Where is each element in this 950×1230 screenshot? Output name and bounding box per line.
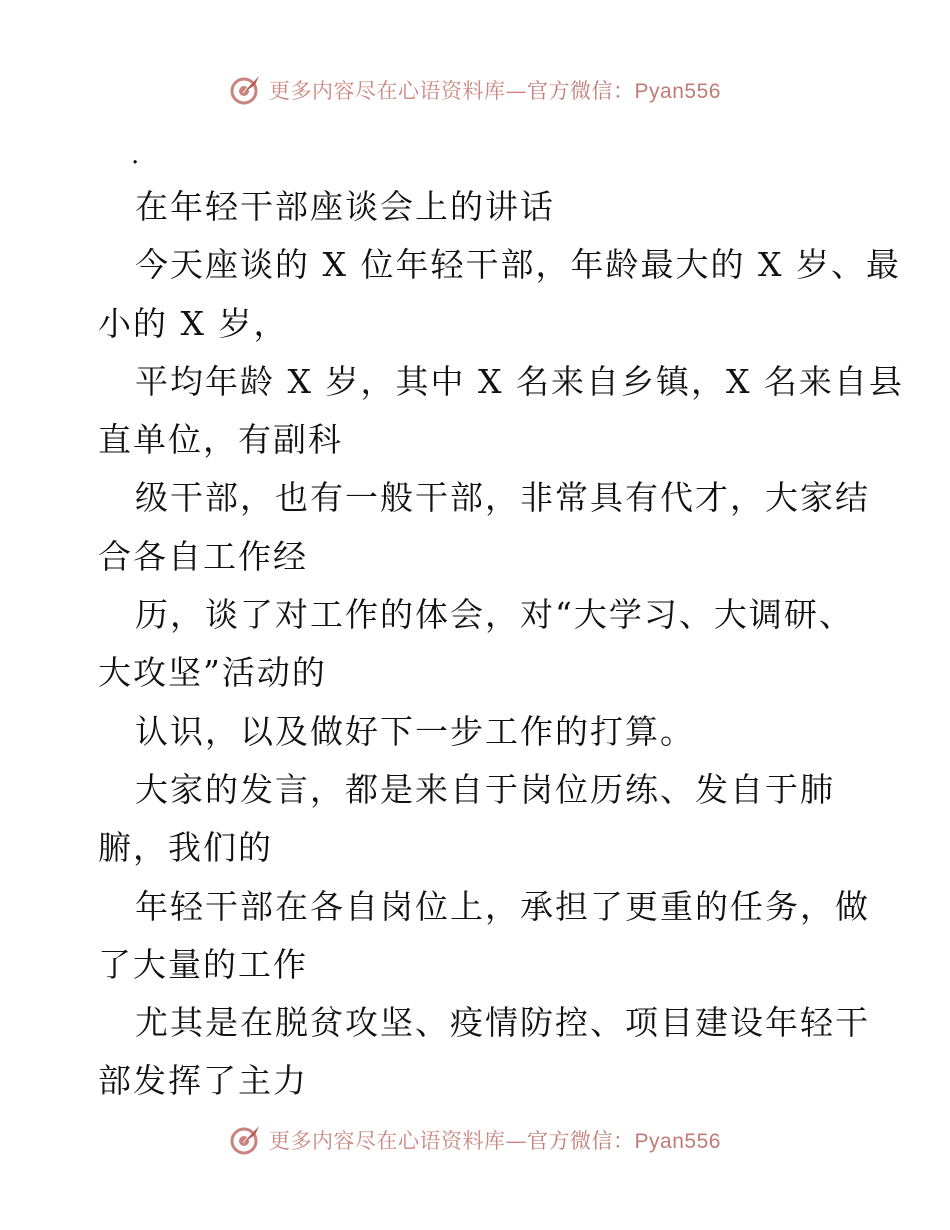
text-line: 部发挥了主力 xyxy=(98,1061,308,1101)
text-line: 腑，我们的 xyxy=(98,828,273,868)
watermark-wechat-label: 官方微信： xyxy=(527,79,635,103)
watermark-dash: — xyxy=(505,1129,528,1153)
text-line: 级干部，也有一般干部，非常具有代才，大家结 xyxy=(135,478,870,518)
text-line: 合各自工作经 xyxy=(98,536,308,576)
footer-watermark-banner xyxy=(0,1120,950,1160)
header-watermark-banner xyxy=(0,70,950,110)
watermark-text xyxy=(269,75,721,105)
text-line: 大攻坚”活动的 xyxy=(98,653,327,693)
document-body xyxy=(98,178,904,1111)
text-line: 年轻干部在各自岗位上，承担了更重的任务，做 xyxy=(135,886,870,926)
leading-dot: . xyxy=(131,140,140,170)
feather-pen-circle-logo-icon xyxy=(229,1123,263,1157)
watermark-site-text: 更多内容尽在心语资料库 xyxy=(269,79,506,103)
watermark-wechat-id: Pyan556 xyxy=(634,80,721,103)
text-line: 平均年龄 X 岁，其中 X 名来自乡镇，X 名来自县 xyxy=(135,361,904,401)
text-line: 尤其是在脱贫攻坚、疫情防控、项目建设年轻干 xyxy=(135,1003,870,1043)
text-line: 历，谈了对工作的体会，对“大学习、大调研、 xyxy=(135,595,854,635)
text-line: 大家的发言，都是来自于岗位历练、发自于肺 xyxy=(135,769,835,809)
text-line: 今天座谈的 X 位年轻干部，年龄最大的 X 岁、最 xyxy=(135,245,901,285)
watermark-wechat-label: 官方微信： xyxy=(527,1129,635,1153)
text-line: 小的 X 岁， xyxy=(98,303,289,343)
watermark-text xyxy=(269,1125,721,1155)
text-line: 认识，以及做好下一步工作的打算。 xyxy=(135,711,695,751)
feather-pen-circle-logo-icon xyxy=(229,73,263,107)
text-line: 直单位，有副科 xyxy=(98,420,343,460)
watermark-wechat-id: Pyan556 xyxy=(634,1130,721,1153)
text-line: 了大量的工作 xyxy=(98,944,308,984)
document-title-line: 在年轻干部座谈会上的讲话 xyxy=(135,187,555,226)
watermark-dash: — xyxy=(505,79,528,103)
watermark-site-text: 更多内容尽在心语资料库 xyxy=(269,1129,506,1153)
